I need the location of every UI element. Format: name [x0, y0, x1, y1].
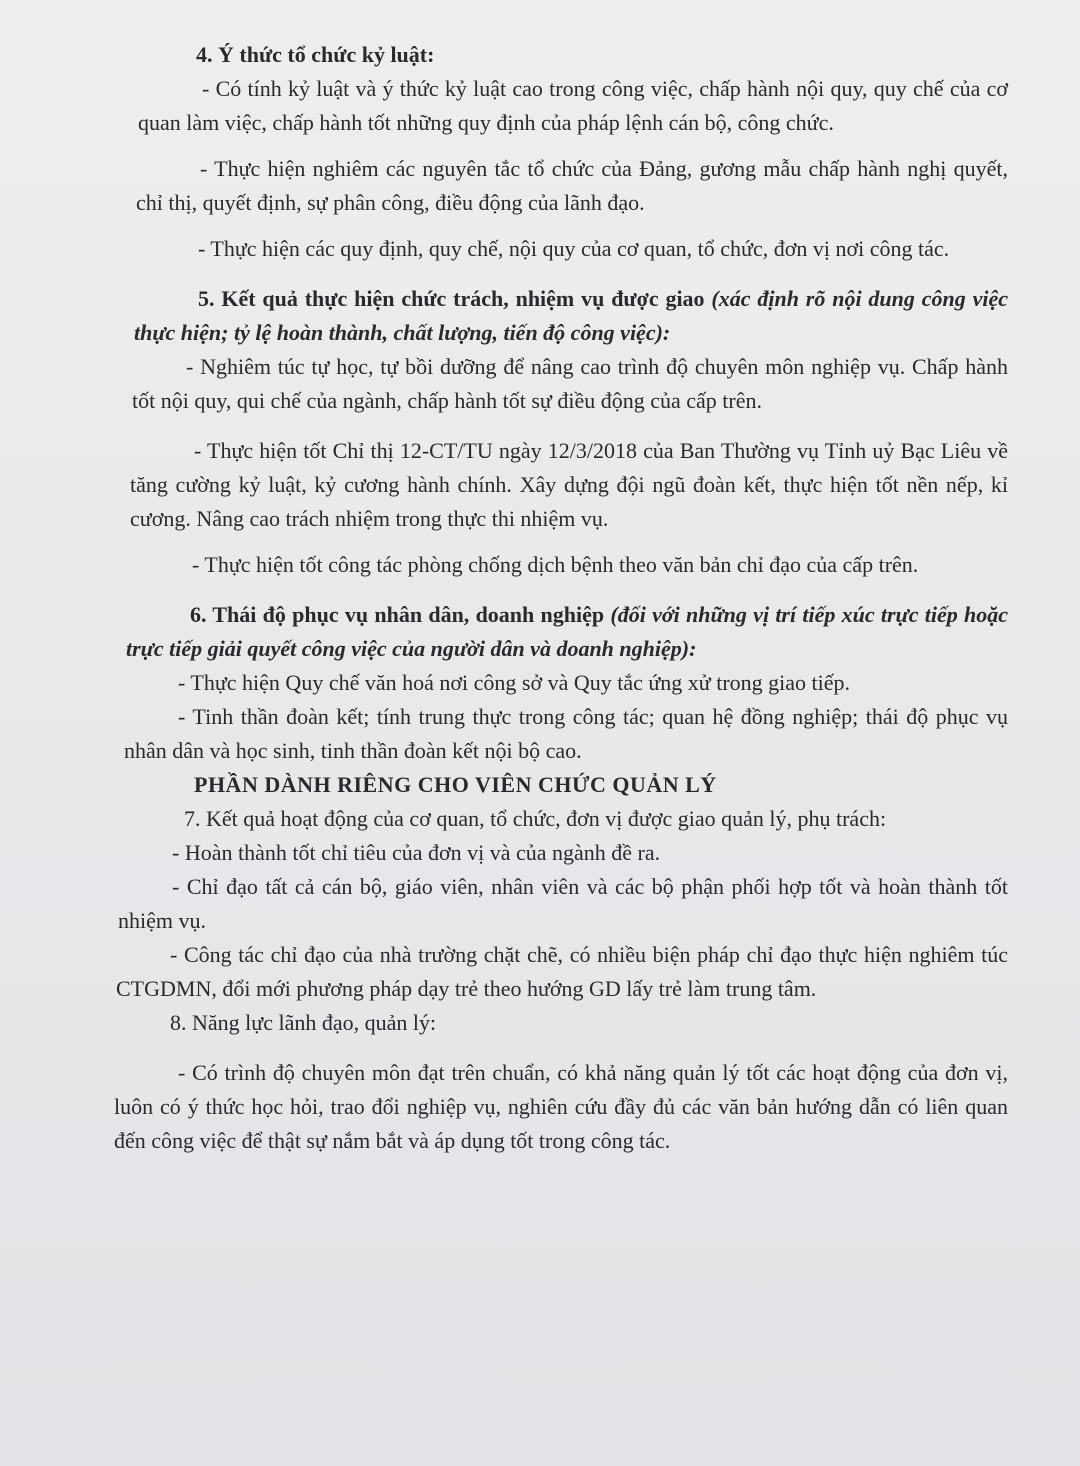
section-4-paragraph-2: - Thực hiện nghiêm các nguyên tắc tổ chức của Đảng, gương mẫu chấp hành nghị quyết, chỉ thị, quyết định, sự phân công, điều động của lãnh đạo. [136, 156, 1008, 215]
section-4-paragraph-3: - Thực hiện các quy định, quy chế, nội quy của cơ quan, tổ chức, đơn vị nơi công tác. [198, 236, 950, 261]
section-5-paragraph-2: - Thực hiện tốt Chỉ thị 12-CT/TU ngày 12/3/2018 của Ban Thường vụ Tỉnh uỷ Bạc Liêu về tăng cường kỷ luật, kỷ cương hành chính. Xây dựng đội ngũ đoàn kết, thực hiện tốt nền nếp, kỉ cương. Nâng cao trách nhiệm trong thực thi nhiệm vụ. [130, 438, 1008, 531]
section-5-paragraph-1: - Nghiêm túc tự học, tự bồi dưỡng để nâng cao trình độ chuyên môn nghiệp vụ. Chấp hành tốt nội quy, qui chế của ngành, chấp hành tốt sự điều động của cấp trên. [132, 354, 1008, 413]
section-5-title-bold: 5. Kết quả thực hiện chức trách, nhiệm vụ được giao [198, 286, 705, 311]
section-5-title [134, 282, 1008, 350]
management-section-heading: PHẦN DÀNH RIÊNG CHO VIÊN CHỨC QUẢN LÝ [194, 772, 717, 797]
section-4-title: 4. Ý thức tổ chức kỷ luật: [196, 42, 435, 67]
section-7-paragraph-3: - Công tác chỉ đạo của nhà trường chặt chẽ, có nhiều biện pháp chỉ đạo thực hiện nghiêm túc CTGDMN, đổi mới phương pháp dạy trẻ theo hướng GD lấy trẻ làm trung tâm. [116, 942, 1008, 1001]
section-6-paragraph-2: - Tinh thần đoàn kết; tính trung thực trong công tác; quan hệ đồng nghiệp; thái độ phục vụ nhân dân và học sinh, tinh thần đoàn kết nội bộ cao. [124, 704, 1008, 763]
section-7-title: 7. Kết quả hoạt động của cơ quan, tổ chức, đơn vị được giao quản lý, phụ trách: [184, 806, 887, 831]
section-6-title [126, 598, 1008, 666]
section-5-title-italic: (xác định rõ nội dung công việc thực hiện; tỷ lệ hoàn thành, chất lượng, tiến độ công việc): [134, 286, 1009, 345]
section-4-paragraph-1: - Có tính kỷ luật và ý thức kỷ luật cao trong công việc, chấp hành nội quy, quy chế của cơ quan làm việc, chấp hành tốt những quy định của pháp lệnh cán bộ, công chức. [138, 76, 1008, 135]
section-7-paragraph-1: - Hoàn thành tốt chỉ tiêu của đơn vị và của ngành đề ra. [172, 840, 661, 865]
section-6-title-italic: (đối với những vị trí tiếp xúc trực tiếp hoặc trực tiếp giải quyết công việc của người dân và doanh nghiệp): [126, 602, 1009, 661]
section-5-paragraph-3: - Thực hiện tốt công tác phòng chống dịch bệnh theo văn bản chỉ đạo của cấp trên. [192, 552, 919, 577]
section-7-paragraph-2: - Chỉ đạo tất cả cán bộ, giáo viên, nhân viên và các bộ phận phối hợp tốt và hoàn thành tốt nhiệm vụ. [118, 874, 1008, 933]
section-6-paragraph-1: - Thực hiện Quy chế văn hoá nơi công sở và Quy tắc ứng xử trong giao tiếp. [178, 670, 851, 695]
section-8-paragraph-1: - Có trình độ chuyên môn đạt trên chuẩn, có khả năng quản lý tốt các hoạt động của đơn vị, luôn có ý thức học hỏi, trao đổi nghiệp vụ, nghiên cứu đầy đủ các văn bản hướng dẫn có liên quan đến công việc để thật sự nắm bắt và áp dụng tốt trong công tác. [114, 1060, 1008, 1153]
section-6-title-bold: 6. Thái độ phục vụ nhân dân, doanh nghiệp [190, 602, 605, 627]
section-8-title: 8. Năng lực lãnh đạo, quản lý: [170, 1010, 437, 1035]
